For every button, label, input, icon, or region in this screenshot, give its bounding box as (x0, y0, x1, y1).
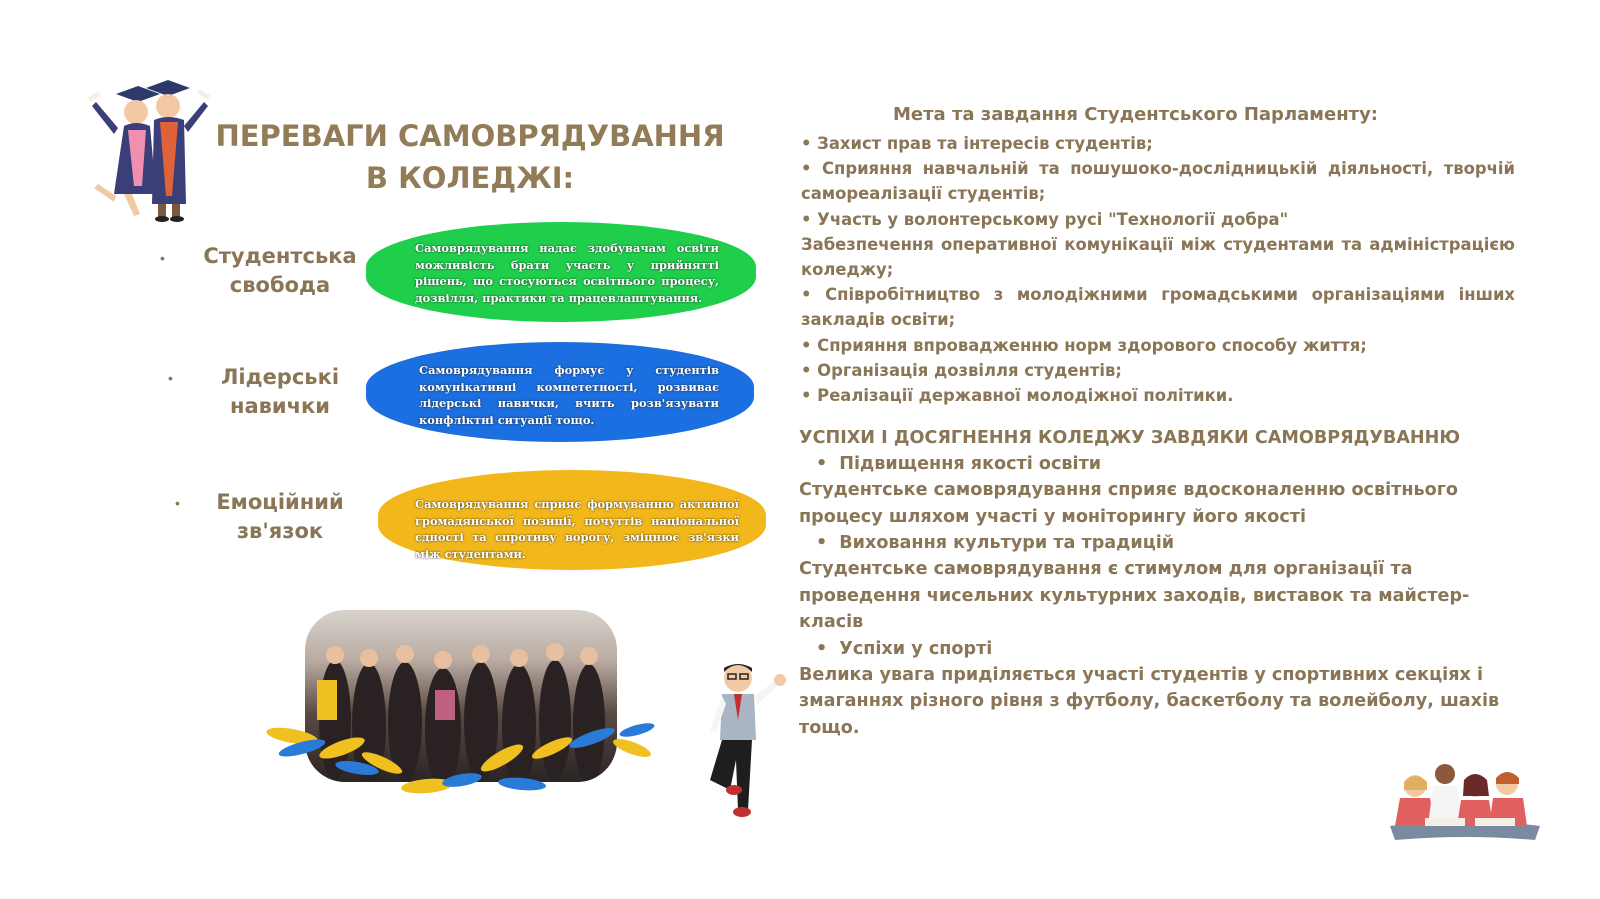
reading-students-illustration (1385, 756, 1545, 846)
achievement-text: Студентське самоврядування є стимулом для організації та проведення чисельних культурних заходів, виставок та майстер-класів (799, 559, 1470, 632)
goals-list (801, 131, 1515, 408)
bullet-dot: • (175, 495, 180, 511)
bullet-dot: • (160, 250, 165, 266)
bullet-dot: • (168, 370, 173, 386)
goal-item: • Організація дозвілля студентів; (801, 360, 1122, 380)
goal-item: • Участь у волонтерському русі "Технології добра" (801, 209, 1289, 229)
goal-item: • Сприяння впровадженню норм здорового способу життя; (801, 335, 1367, 355)
benefit-text-emotional: Самоврядування сприяє формуванню активної громадянської позиції, почуттів національної єдності та спротиву ворогу, зміцнює зв'язки між студентами. (415, 497, 739, 561)
benefit-text-freedom: Самоврядування надає здобувачам освіти можливість брати участь у прийнятті рішень, що стосуються освітнього процесу, дозвілля, практики та працевлаштування. (415, 241, 719, 305)
benefit-text-leadership: Самоврядування формує у студентів комунікативні компететності, розвиває лідерські навички, вчить розв'язувати конфліктні ситуації тощо. (419, 363, 719, 427)
achievement-title: • Успіхи у спорті (816, 636, 1524, 662)
leaves-decoration (262, 718, 662, 798)
achievement-title: • Підвищення якості освіти (816, 451, 1524, 477)
graduates-illustration (88, 76, 213, 224)
student-illustration (700, 660, 790, 818)
achievement-text: Студентське самоврядування сприяє вдосконаленню освітнього процесу шляхом участі у моніторингу його якості (799, 480, 1458, 527)
goal-item: • Співробітництво з молодіжними громадськими організаціями інших закладів освіти; (801, 285, 1515, 330)
goal-item: • Реалізації державної молодіжної політики. (801, 386, 1234, 406)
achievement-text: Велика увага приділяється участі студентів у спортивних секціях і змаганнях різного рівня з футболу, баскетболу та волейболу, шахів тощо. (799, 664, 1500, 738)
goals-heading: Мета та завдання Студентського Парламенту: (893, 104, 1378, 125)
achievements-heading: УСПІХИ І ДОСЯГНЕННЯ КОЛЕДЖУ ЗАВДЯКИ САМОВРЯДУВАННЮ (799, 428, 1461, 448)
benefit-label-freedom: Студентська свобода (203, 244, 357, 297)
benefit-label-leadership: Лідерські навички (220, 365, 340, 418)
page-title: ПЕРЕВАГИ САМОВРЯДУВАННЯ В КОЛЕДЖІ: (215, 119, 725, 195)
goal-item: Забезпечення оперативної комунікації між студентами та адміністрацією коледжу; (801, 234, 1515, 280)
goal-item: • Захист прав та інтересів студентів; (801, 134, 1153, 153)
benefit-label-emotional: Емоційний зв'язок (216, 490, 344, 543)
achievement-title: • Виховання культури та традицій (816, 530, 1524, 556)
goal-item: • Сприяння навчальній та пошушоко-дослідницькій діяльності, творчій самореалізації студентів; (801, 159, 1515, 204)
achievements-section (799, 425, 1524, 741)
